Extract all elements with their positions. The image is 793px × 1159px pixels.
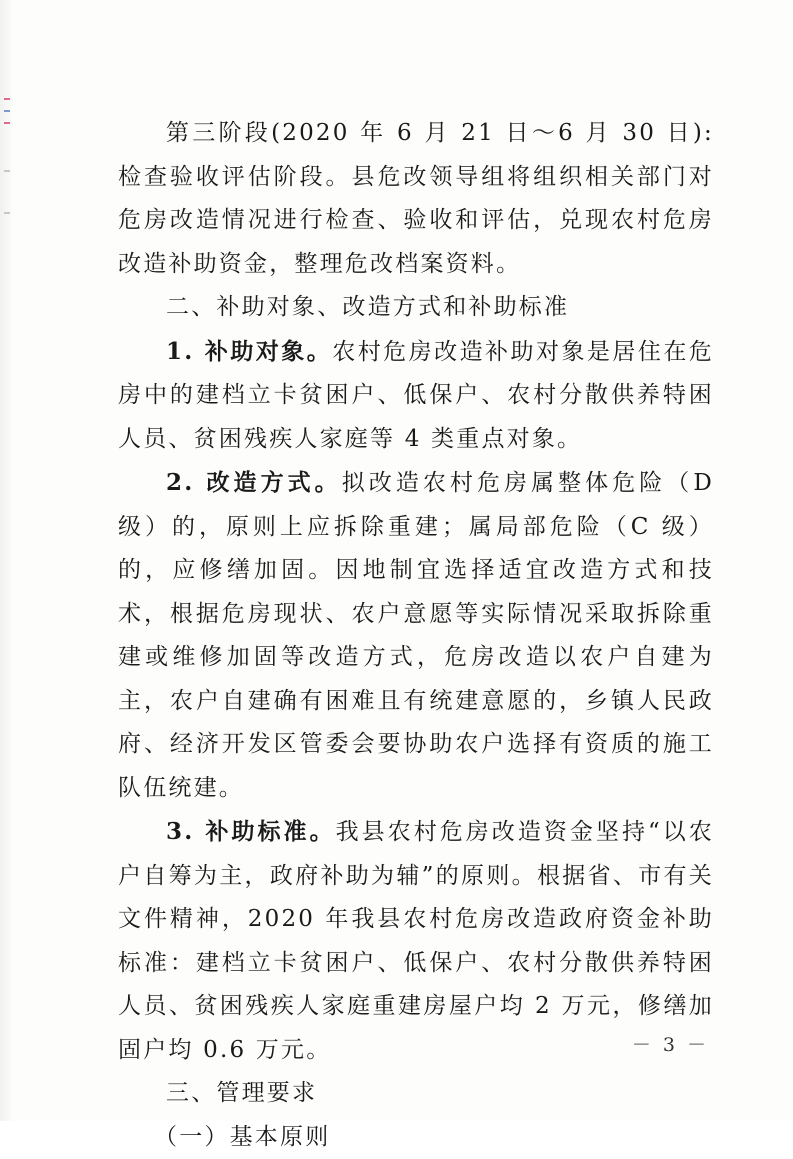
section-heading-three: 三、管理要求 (118, 1072, 714, 1116)
edge-mark-pink-2 (4, 122, 10, 124)
scan-edge (0, 0, 14, 1121)
section-heading-two: 二、补助对象、改造方式和补助标准 (118, 286, 714, 330)
paragraph-text: 第三阶段(2020 年 6 月 21 日～6 月 30 日): 检查验收评估阶段。县危改领导组将组织相关部门对危房改造情况进行检查、验收和评估，兑现农村危房改造补助资金，整理危改档案资料。 (118, 120, 714, 277)
paragraph-subsidy-targets (118, 330, 714, 462)
document-body (118, 112, 714, 1159)
item-lead: 3. 补助标准。 (166, 818, 336, 845)
item-text: 农村危房改造补助对象是居住在危房中的建档立卡贫困户、低保户、农村分散供养特困人员、贫困残疾人家庭等 4 类重点对象。 (118, 339, 714, 452)
edge-mark-pink (4, 98, 10, 100)
paragraph-subsidy-standards (118, 810, 714, 1072)
item-text: 我县农村危房改造资金坚持“以农户自筹为主，政府补助为辅”的原则。根据省、市有关文件精神，2020 年我县农村危房改造政府资金补助标准：建档立卡贫困户、低保户、农村分散供养特困人员、贫困残疾人家庭重建房屋户均 2 万元，修缮加固户均 0.6 万元。 (118, 819, 714, 1063)
item-lead: 2. 改造方式。 (166, 469, 342, 496)
edge-mark-blue (4, 110, 10, 112)
item-text: 拟改造农村危房属整体危险（D 级）的，原则上应拆除重建；属局部危险（C 级）的，应修缮加固。因地制宜选择适宜改造方式和技术，根据危房现状、农户意愿等实际情况采取拆除重建或维修加固等改造方式，危房改造以农户自建为主，农户自建确有困难且有统建意愿的，乡镇人民政府、经济开发区管委会要协助农户选择有资质的施工队伍统建。 (118, 470, 714, 801)
paragraph-renovation-methods (118, 461, 714, 810)
paragraph-stage-three (118, 112, 714, 286)
subsection-heading-basic-principles: （一）基本原则 (118, 1116, 714, 1159)
edge-mark-grey-2 (4, 212, 10, 214)
edge-mark-grey (4, 170, 10, 172)
item-lead: 1. 补助对象。 (166, 338, 332, 365)
page-number: － 3 － (632, 1030, 709, 1057)
